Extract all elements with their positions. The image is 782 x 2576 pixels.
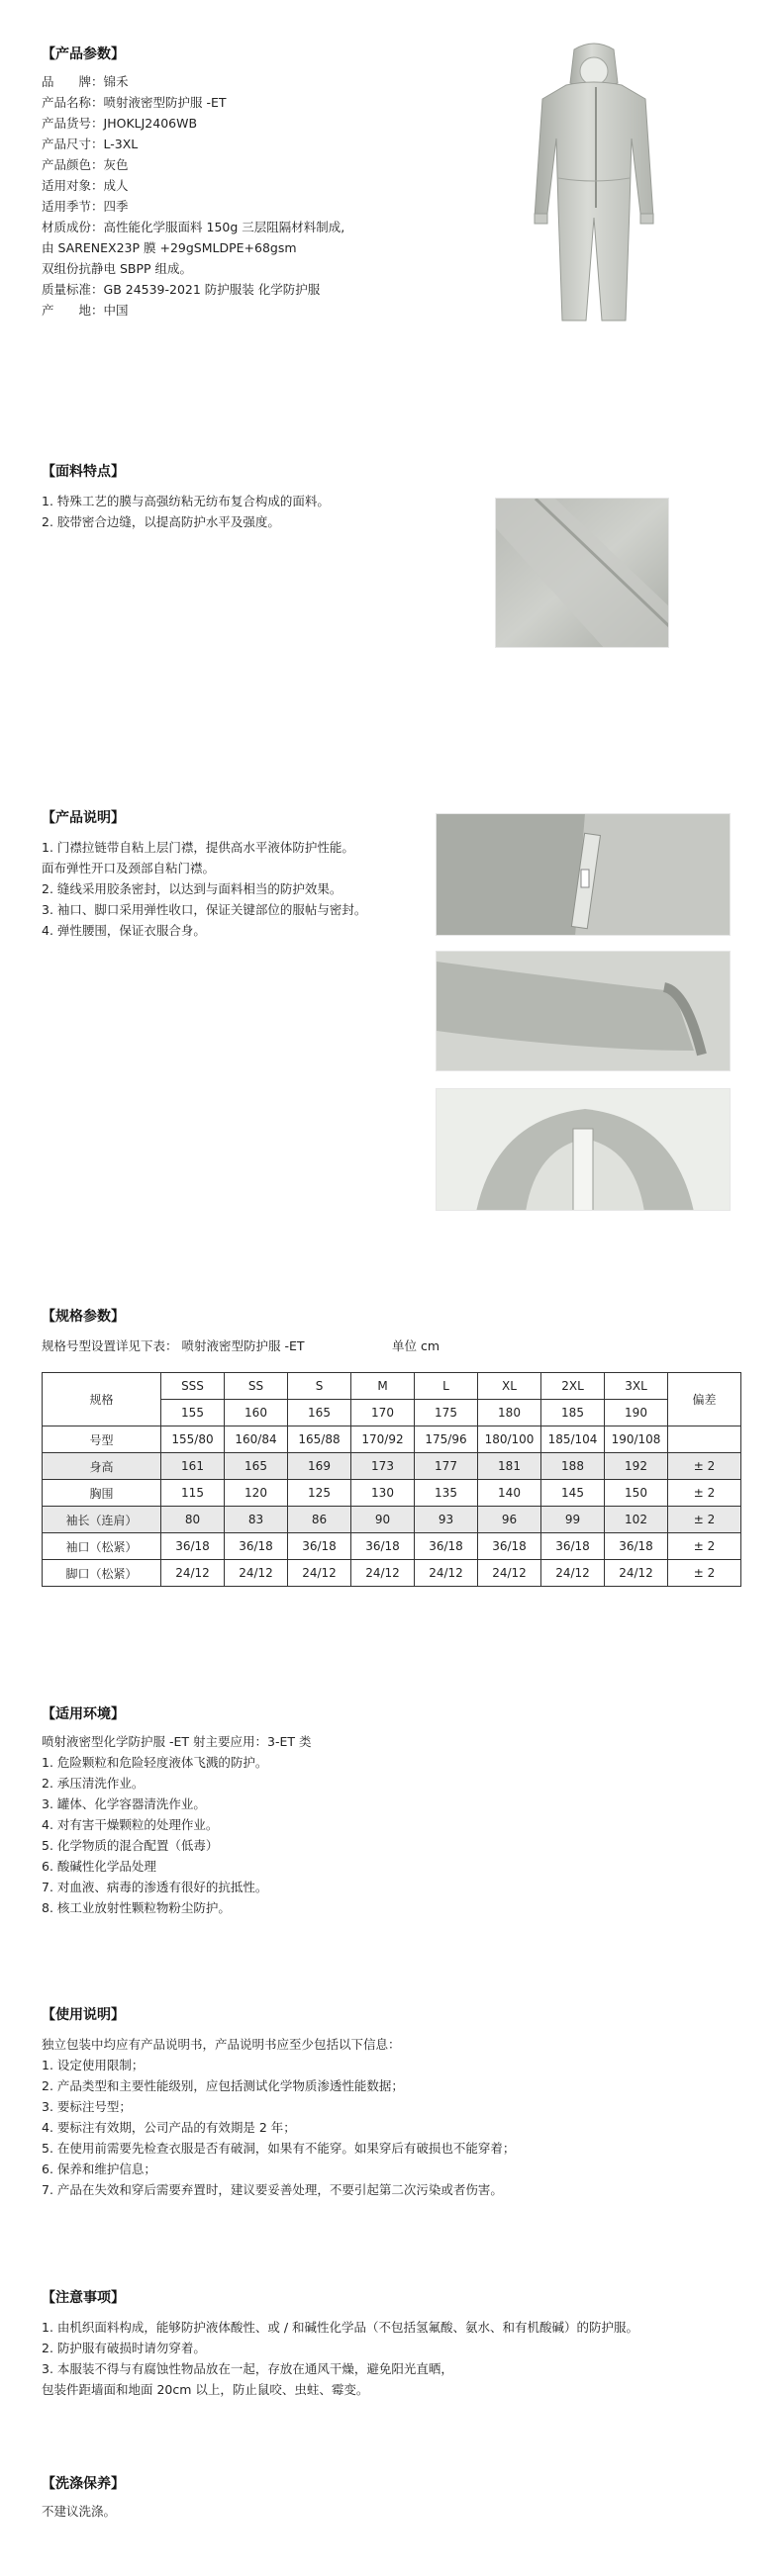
table-row bbox=[43, 1453, 741, 1480]
desc-list bbox=[42, 837, 366, 941]
size-table bbox=[42, 1372, 741, 1587]
table-cell: 36/18 bbox=[605, 1533, 668, 1560]
list-item: 1. 特殊工艺的膜与高强纺粘无纺布复合构成的面料。 bbox=[42, 494, 330, 508]
size-cell: XL bbox=[478, 1373, 541, 1400]
params-title: 【产品参数】 bbox=[42, 46, 125, 62]
list-item: 面布弹性开口及颈部自粘门襟。 bbox=[42, 861, 216, 875]
table-cell: 135 bbox=[415, 1480, 478, 1507]
table-cell: 140 bbox=[478, 1480, 541, 1507]
care-title: 【洗涤保养】 bbox=[42, 2476, 125, 2492]
list-item: 3. 本服装不得与有腐蚀性物品放在一起，存放在通风干燥，避免阳光直晒， bbox=[42, 2361, 453, 2376]
row-label: 脚口（松紧） bbox=[43, 1560, 161, 1587]
table-cell: 188 bbox=[541, 1453, 605, 1480]
table-cell: 170/92 bbox=[351, 1426, 415, 1453]
param-row: 产 地：中国 bbox=[42, 303, 129, 318]
list-item: 2. 缝线采用胶条密封，以达到与面料相当的防护效果。 bbox=[42, 881, 342, 896]
table-row bbox=[43, 1507, 741, 1533]
table-cell: 86 bbox=[288, 1507, 351, 1533]
table-cell: 96 bbox=[478, 1507, 541, 1533]
env-list bbox=[42, 1731, 311, 1918]
table-cell: 120 bbox=[225, 1480, 288, 1507]
env-intro: 喷射液密型化学防护服 -ET 射主要应用：3-ET 类 bbox=[42, 1734, 312, 1749]
param-row: 品 牌：锦禾 bbox=[42, 74, 129, 89]
row-label: 身高 bbox=[43, 1453, 161, 1480]
table-cell: 24/12 bbox=[541, 1560, 605, 1587]
hood-detail-image bbox=[436, 1088, 731, 1211]
table-cell: 36/18 bbox=[478, 1533, 541, 1560]
table-cell: 169 bbox=[288, 1453, 351, 1480]
size-cell: S bbox=[288, 1373, 351, 1400]
table-row bbox=[43, 1560, 741, 1587]
table-cell: 93 bbox=[415, 1507, 478, 1533]
height-cell: 170 bbox=[351, 1400, 415, 1426]
table-cell: 36/18 bbox=[288, 1533, 351, 1560]
param-row: 双组份抗静电 SBPP 组成。 bbox=[42, 261, 193, 276]
size-cell: 3XL bbox=[605, 1373, 668, 1400]
deviation-cell: ± 2 bbox=[668, 1453, 741, 1480]
table-cell: 24/12 bbox=[605, 1560, 668, 1587]
param-row: 产品尺寸：L-3XL bbox=[42, 137, 139, 151]
table-cell: 130 bbox=[351, 1480, 415, 1507]
table-cell: 36/18 bbox=[161, 1533, 225, 1560]
table-cell: 24/12 bbox=[161, 1560, 225, 1587]
table-cell: 173 bbox=[351, 1453, 415, 1480]
table-cell: 175/96 bbox=[415, 1426, 478, 1453]
row-label: 胸围 bbox=[43, 1480, 161, 1507]
desc-title: 【产品说明】 bbox=[42, 810, 125, 826]
list-item: 2. 防护服有破损时请勿穿着。 bbox=[42, 2341, 206, 2355]
list-item: 2. 胶带密合边缝，以提高防护水平及强度。 bbox=[42, 514, 280, 529]
param-row: 质量标准：GB 24539-2021 防护服装 化学防护服 bbox=[42, 282, 321, 297]
deviation-cell: ± 2 bbox=[668, 1507, 741, 1533]
table-cell: 165 bbox=[225, 1453, 288, 1480]
row-label: 号型 bbox=[43, 1426, 161, 1453]
spec-intro: 规格号型设置详见下表： 喷射液密型防护服 -ET bbox=[42, 1338, 305, 1353]
table-cell: 36/18 bbox=[351, 1533, 415, 1560]
table-cell: 190/108 bbox=[605, 1426, 668, 1453]
list-item: 3. 罐体、化学容器清洗作业。 bbox=[42, 1796, 206, 1811]
usage-title: 【使用说明】 bbox=[42, 2007, 125, 2023]
list-item: 8. 核工业放射性颗粒物粉尘防护。 bbox=[42, 1900, 231, 1915]
table-cell: 160/84 bbox=[225, 1426, 288, 1453]
spec-unit: 单位 cm bbox=[392, 1338, 440, 1353]
list-item: 2. 产品类型和主要性能级别，应包括测试化学物质渗透性能数据； bbox=[42, 2078, 404, 2093]
height-cell: 180 bbox=[478, 1400, 541, 1426]
table-cell: 115 bbox=[161, 1480, 225, 1507]
table-row bbox=[43, 1426, 741, 1453]
care-text: 不建议洗涤。 bbox=[42, 2504, 117, 2519]
row-label: 袖口（松紧） bbox=[43, 1533, 161, 1560]
list-item: 7. 对血液、病毒的渗透有很好的抗抵性。 bbox=[42, 1880, 268, 1894]
param-row: 由 SARENEX23P 膜 +29gSMLDPE+68gsm bbox=[42, 240, 297, 255]
fabric-texture-image bbox=[495, 498, 669, 648]
param-row: 适用对象：成人 bbox=[42, 178, 129, 193]
table-cell: 161 bbox=[161, 1453, 225, 1480]
table-cell: 90 bbox=[351, 1507, 415, 1533]
table-cell: 80 bbox=[161, 1507, 225, 1533]
table-row bbox=[43, 1480, 741, 1507]
spec-title: 【规格参数】 bbox=[42, 1309, 125, 1325]
fabric-title: 【面料特点】 bbox=[42, 464, 125, 480]
list-item: 3. 袖口、脚口采用弹性收口，保证关键部位的服帖与密封。 bbox=[42, 902, 367, 917]
zipper-detail-image bbox=[436, 813, 731, 936]
param-row: 材质成份：高性能化学服面料 150g 三层阻隔材料制成, bbox=[42, 220, 345, 234]
table-cell: 192 bbox=[605, 1453, 668, 1480]
param-row: 产品名称：喷射液密型防护服 -ET bbox=[42, 95, 227, 110]
table-cell: 145 bbox=[541, 1480, 605, 1507]
table-cell: 36/18 bbox=[415, 1533, 478, 1560]
table-row bbox=[43, 1373, 741, 1400]
table-cell: 177 bbox=[415, 1453, 478, 1480]
params-list bbox=[42, 71, 344, 321]
fabric-list bbox=[42, 491, 330, 532]
table-cell: 180/100 bbox=[478, 1426, 541, 1453]
list-item: 4. 要标注有效期，公司产品的有效期是 2 年； bbox=[42, 2120, 296, 2135]
list-item: 5. 化学物质的混合配置（低毒） bbox=[42, 1838, 219, 1853]
usage-intro: 独立包装中均应有产品说明书，产品说明书应至少包括以下信息： bbox=[42, 2037, 401, 2052]
row-label: 袖长（连肩） bbox=[43, 1507, 161, 1533]
usage-list bbox=[42, 2034, 515, 2200]
table-cell: 24/12 bbox=[225, 1560, 288, 1587]
param-row: 适用季节：四季 bbox=[42, 199, 129, 214]
deviation-cell: ± 2 bbox=[668, 1480, 741, 1507]
cuff-detail-image bbox=[436, 951, 731, 1071]
height-cell: 185 bbox=[541, 1400, 605, 1426]
table-cell: 185/104 bbox=[541, 1426, 605, 1453]
height-cell: 160 bbox=[225, 1400, 288, 1426]
table-cell: 165/88 bbox=[288, 1426, 351, 1453]
table-cell: 83 bbox=[225, 1507, 288, 1533]
notes-list bbox=[42, 2317, 638, 2400]
size-cell: M bbox=[351, 1373, 415, 1400]
coverall-product-image bbox=[515, 40, 673, 328]
table-header-cell: 规格 bbox=[43, 1373, 161, 1426]
size-cell: L bbox=[415, 1373, 478, 1400]
table-cell: 24/12 bbox=[288, 1560, 351, 1587]
table-cell: 36/18 bbox=[225, 1533, 288, 1560]
table-cell: 36/18 bbox=[541, 1533, 605, 1560]
table-cell: 24/12 bbox=[351, 1560, 415, 1587]
table-cell: 99 bbox=[541, 1507, 605, 1533]
height-cell: 175 bbox=[415, 1400, 478, 1426]
table-cell: 155/80 bbox=[161, 1426, 225, 1453]
list-item: 1. 危险颗粒和危险轻度液体飞溅的防护。 bbox=[42, 1755, 268, 1770]
size-cell: 2XL bbox=[541, 1373, 605, 1400]
table-cell: 24/12 bbox=[478, 1560, 541, 1587]
list-item: 3. 要标注号型； bbox=[42, 2099, 132, 2114]
deviation-cell: ± 2 bbox=[668, 1560, 741, 1587]
deviation-cell bbox=[668, 1426, 741, 1453]
param-row: 产品颜色：灰色 bbox=[42, 157, 129, 172]
list-item: 1. 设定使用限制； bbox=[42, 2058, 145, 2072]
size-cell: SSS bbox=[161, 1373, 225, 1400]
table-header-cell: 偏差 bbox=[668, 1373, 741, 1426]
list-item: 4. 弹性腰围，保证衣服合身。 bbox=[42, 923, 206, 938]
size-cell: SS bbox=[225, 1373, 288, 1400]
list-item: 1. 由机织面料构成，能够防护液体酸性、或 / 和碱性化学品（不包括氢氟酸、氨水、和有机酸碱）的防护服。 bbox=[42, 2320, 639, 2335]
notes-title: 【注意事项】 bbox=[42, 2290, 125, 2306]
env-title: 【适用环境】 bbox=[42, 1706, 125, 1722]
list-item: 4. 对有害干燥颗粒的处理作业。 bbox=[42, 1817, 219, 1832]
height-cell: 155 bbox=[161, 1400, 225, 1426]
list-item: 5. 在使用前需要先检查衣服是否有破洞，如果有不能穿。如果穿后有破损也不能穿着； bbox=[42, 2141, 516, 2156]
table-cell: 102 bbox=[605, 1507, 668, 1533]
table-cell: 150 bbox=[605, 1480, 668, 1507]
table-cell: 181 bbox=[478, 1453, 541, 1480]
list-item: 6. 酸碱性化学品处理 bbox=[42, 1859, 156, 1874]
list-item: 包装件距墙面和地面 20cm 以上，防止鼠咬、虫蛀、霉变。 bbox=[42, 2382, 369, 2397]
table-cell: 24/12 bbox=[415, 1560, 478, 1587]
table-row bbox=[43, 1533, 741, 1560]
list-item: 7. 产品在失效和穿后需要弃置时，建议要妥善处理，不要引起第二次污染或者伤害。 bbox=[42, 2182, 503, 2197]
deviation-cell: ± 2 bbox=[668, 1533, 741, 1560]
list-item: 2. 承压清洗作业。 bbox=[42, 1776, 145, 1791]
list-item: 1. 门襟拉链带自粘上层门襟，提供高水平液体防护性能。 bbox=[42, 840, 354, 855]
table-cell: 125 bbox=[288, 1480, 351, 1507]
height-cell: 165 bbox=[288, 1400, 351, 1426]
param-row: 产品货号：JHOKLJ2406WB bbox=[42, 116, 198, 131]
height-cell: 190 bbox=[605, 1400, 668, 1426]
list-item: 6. 保养和维护信息； bbox=[42, 2162, 156, 2176]
